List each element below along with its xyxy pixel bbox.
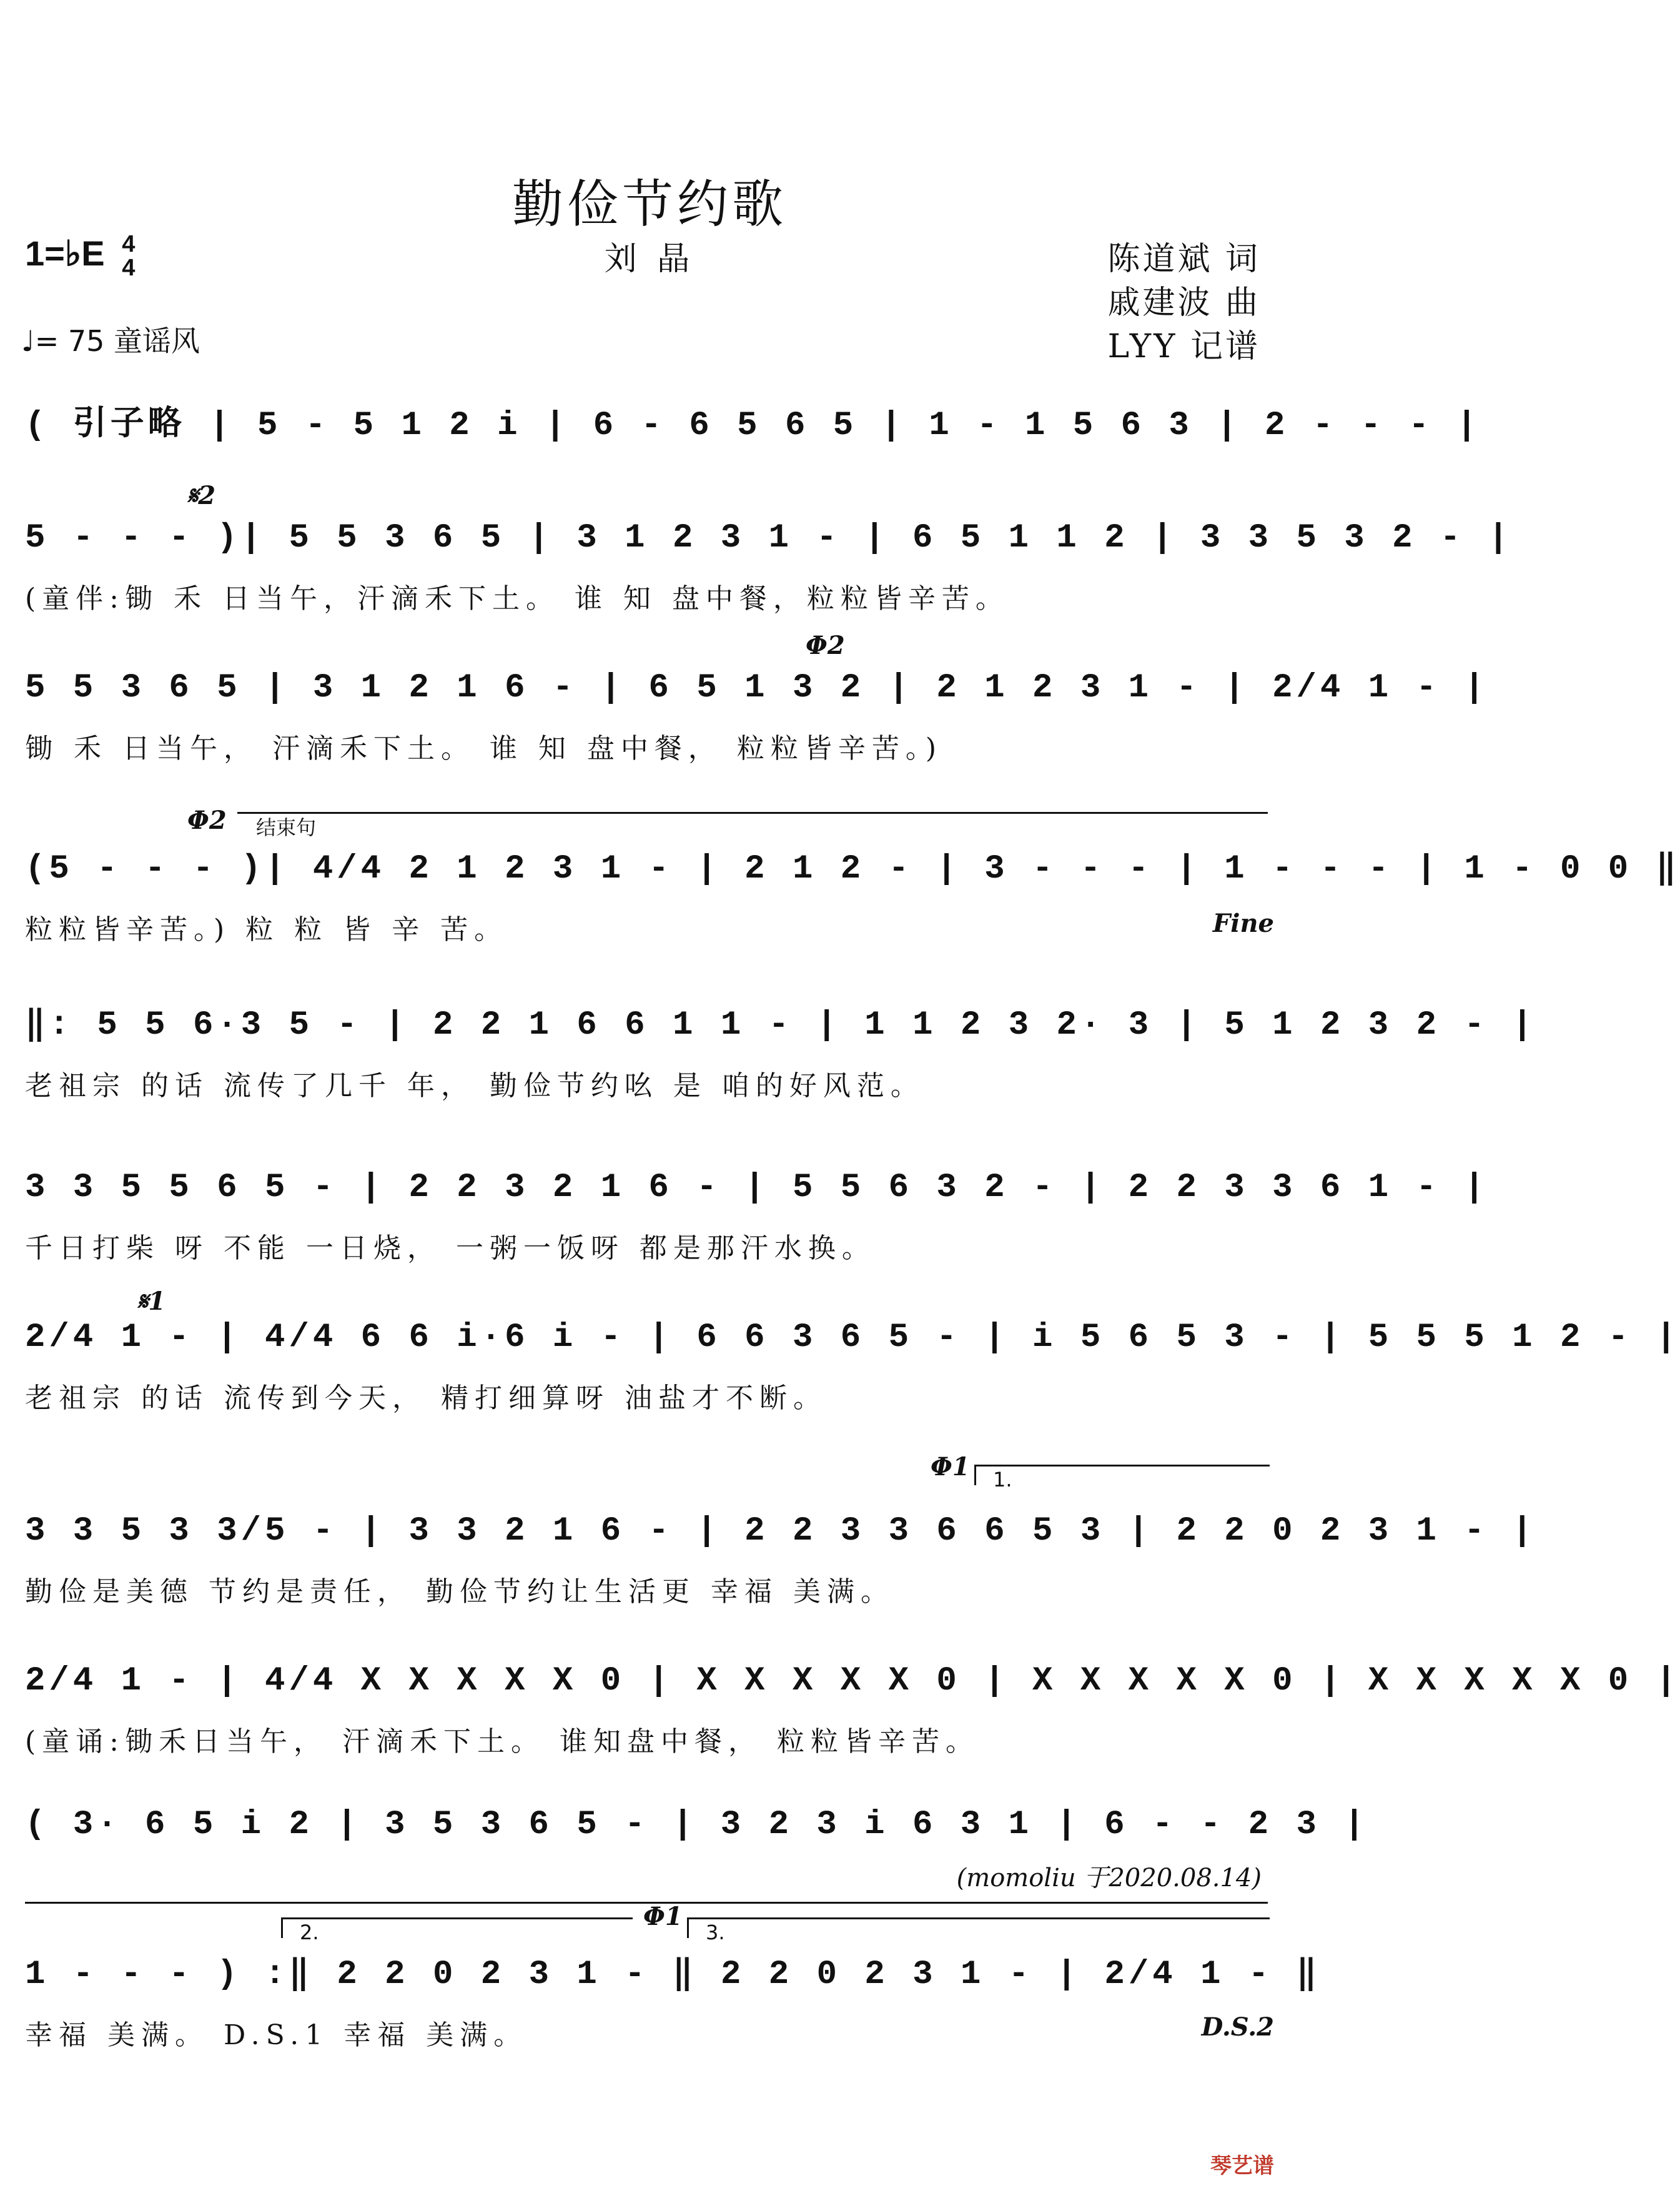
notation-line: ( 3· 6 5 i 2 | 3 5 3 6 5 - | 3 2 3 i 6 3 1 | 6 - - 2 3 |: [25, 1806, 1368, 1844]
notation-line: 5 5 3 6 5 | 3 1 2 1 6 - | 6 5 1 3 2 | 2 1 2 3 1 - | 2/4 1 - |: [25, 669, 1488, 707]
score-system-6: [25, 1168, 1488, 1268]
credit-transcriber: LYY 记谱: [1107, 328, 1260, 365]
ending-bracket: [237, 812, 1268, 814]
score-system-3: [25, 668, 1488, 768]
lyrics-line: (童诵:锄禾日当午， 汗滴禾下土。 谁知盘中餐， 粒粒皆辛苦。: [25, 1726, 979, 1758]
lyrics-line: 粒粒皆辛苦。) 粒 粒 皆 辛 苦。: [25, 914, 508, 946]
notation-line: 3 3 5 5 6 5 - | 2 2 3 2 1 6 - | 5 5 6 3 2 - | 2 2 3 3 6 1 - |: [25, 1169, 1488, 1207]
fine-mark: Fine: [1212, 909, 1274, 938]
key-signature: [25, 232, 135, 280]
volta-label-1: 1.: [993, 1468, 1012, 1491]
score-system-4: [25, 849, 1680, 949]
notation-line: (5 - - - )| 4/4 2 1 2 3 1 - | 2 1 2 - | 3 - - - | 1 - - - | 1 - 0 0 ‖: [25, 850, 1680, 888]
notation-line: 5 - - - )| 5 5 3 6 5 | 3 1 2 3 1 - | 6 5 1 1 2 | 3 3 5 3 2 - |: [25, 519, 1513, 557]
score-system-8: [25, 1511, 1536, 1611]
ds2-mark: D.S.2: [1201, 2012, 1274, 2042]
lyrics-line: 千日打柴 呀 不能 一日烧， 一粥一饭呀 都是那汗水换。: [25, 1232, 876, 1264]
volta-bracket-2: [281, 1917, 633, 1938]
volta-bracket-1: [974, 1465, 1270, 1485]
lyrics-line: 幸福 美满。 D.S.1 幸福 美满。: [25, 2019, 528, 2051]
segno-mark: 𝄋2: [187, 481, 216, 510]
time-top: 4: [122, 231, 136, 257]
score-system-2: [25, 518, 1513, 618]
credit-music: 戚建波 曲: [1107, 284, 1260, 322]
site-logo: 琴艺谱: [1210, 2154, 1274, 2179]
key-label: 1=♭E: [25, 233, 105, 273]
coda-mark: Φ2: [806, 631, 845, 660]
ending-label: 结束句: [256, 816, 317, 839]
volta-label-3: 3.: [706, 1921, 725, 1944]
score-system-7: [25, 1318, 1680, 1418]
time-signature: [122, 232, 135, 280]
volta-label-2: 2.: [300, 1921, 319, 1944]
notation-line: 2/4 1 - | 4/4 6 6 i·6 i - | 6 6 3 6 5 - | i 5 6 5 3 - | 5 5 5 1 2 - |: [25, 1318, 1680, 1357]
time-bottom: 4: [122, 255, 136, 281]
lyrics-line: 勤俭是美德 节约是责任， 勤俭节约让生活更 幸福 美满。: [25, 1576, 894, 1608]
coda-mark: Φ2: [187, 806, 227, 835]
volta-bracket-3: [687, 1917, 1270, 1938]
notation-line: 2/4 1 - | 4/4 X X X X X 0 | X X X X X 0 | X X X X X 0 | X X X X X 0 |: [25, 1662, 1680, 1700]
credit-lyrics: 陈道斌 词: [1107, 240, 1260, 278]
notation-line: ‖: 5 5 6·3 5 - | 2 2 1 6 6 1 1 - | 1 1 2 3 2· 3 | 5 1 2 3 2 - |: [25, 1006, 1536, 1044]
page-title: 勤俭节约歌: [511, 175, 787, 234]
lyrics-line: 老祖宗 的话 流传了几千 年， 勤俭节约吆 是 咱的好风范。: [25, 1070, 924, 1102]
lyrics-line: 老祖宗 的话 流传到今天， 精打细算呀 油盐才不断。: [25, 1382, 827, 1414]
segno-mark: 𝄋1: [137, 1287, 166, 1316]
lyrics-line: 锄 禾 日当午， 汗滴禾下土。 谁 知 盘中餐， 粒粒皆辛苦。): [25, 733, 943, 764]
lyrics-line: (童伴:锄 禾 日当午，汗滴禾下土。 谁 知 盘中餐，粒粒皆辛苦。: [25, 583, 1009, 615]
score-system-11: [25, 1955, 1321, 2055]
coda-mark: Φ1: [931, 1452, 970, 1481]
score-system-5: [25, 1006, 1536, 1105]
notation-line: 1 - - - ) :‖ 2 2 0 2 3 1 - ‖ 2 2 0 2 3 1 - | 2/4 1 - ‖: [25, 1956, 1321, 1994]
lyricist-center: 刘 晶: [604, 240, 695, 278]
coda-mark: Φ1: [643, 1902, 683, 1931]
notation-line: ( 引子略 | 5 - 5 1 2 i | 6 - 6 5 6 5 | 1 - 1 5 6 3 | 2 - - - |: [25, 407, 1481, 445]
transcriber-signature: (momoliu 于2020.08.14): [956, 1864, 1262, 1892]
notation-line: 3 3 5 3 3/5 - | 3 3 2 1 6 - | 2 2 3 3 6 6 5 3 | 2 2 0 2 3 1 - |: [25, 1512, 1536, 1550]
score-system-9: [25, 1661, 1680, 1761]
tempo-marking: ♩= 75 童谣风: [21, 324, 200, 358]
